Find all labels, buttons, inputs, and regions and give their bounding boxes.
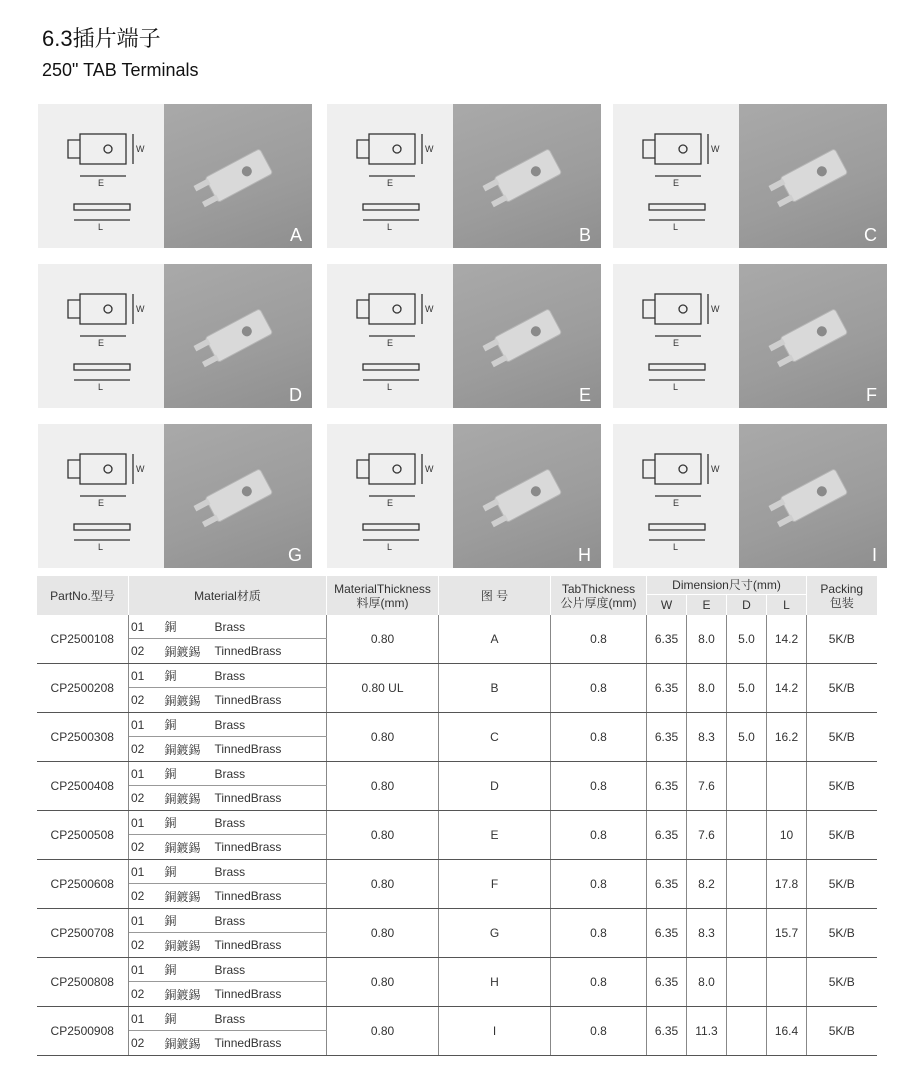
- figure-ref: A: [439, 615, 551, 664]
- material-thickness: 0.80 UL: [327, 664, 439, 713]
- material-thickness: 0.80: [327, 615, 439, 664]
- material-en: Brass: [207, 713, 327, 737]
- figure-letter: D: [289, 385, 302, 405]
- dim-label-e: E: [673, 498, 680, 508]
- material-code: 01: [129, 909, 157, 933]
- drawing-svg: [327, 424, 453, 568]
- terminal-drawing: [613, 264, 739, 408]
- dim-label-w: W: [425, 464, 434, 474]
- material-code: 01: [129, 958, 157, 982]
- dim-w-value: 6.35: [647, 615, 687, 664]
- header-material: Material材质: [129, 576, 327, 615]
- dim-e-value: 8.0: [687, 615, 727, 664]
- header-tab-cn: 公片厚度(mm): [560, 595, 637, 610]
- dim-label-e: E: [98, 338, 105, 348]
- drawing-svg: [613, 424, 739, 568]
- header-thickness: [327, 576, 439, 615]
- part-number: CP2500208: [37, 664, 129, 713]
- dim-label-w: W: [711, 304, 720, 314]
- dim-label-e: E: [673, 338, 680, 348]
- terminal-card: [327, 424, 601, 568]
- header-tab-thickness: [551, 576, 647, 615]
- dim-label-l: L: [673, 222, 679, 232]
- material-code: 01: [129, 860, 157, 884]
- part-number: CP2500308: [37, 713, 129, 762]
- material-cn: 銅: [157, 811, 207, 835]
- table-row: [37, 909, 877, 933]
- drawing-svg: [38, 104, 164, 248]
- dim-l-value: 16.4: [767, 1007, 807, 1056]
- drawing-svg: [38, 264, 164, 408]
- dim-e-value: 7.6: [687, 762, 727, 811]
- dim-w-value: 6.35: [647, 860, 687, 909]
- header-dim-d: D: [727, 595, 767, 616]
- material-cn: 銅: [157, 1007, 207, 1031]
- material-thickness: 0.80: [327, 762, 439, 811]
- table-row: [37, 615, 877, 639]
- terminal-photo: [453, 424, 601, 568]
- figure-letter: H: [578, 545, 591, 565]
- packing-value: 5K/B: [807, 713, 877, 762]
- dim-label-e: E: [387, 498, 394, 508]
- material-cn: 銅鍍錫: [157, 688, 207, 713]
- table-row: [37, 958, 877, 982]
- terminal-card: [327, 104, 601, 248]
- part-number: CP2500908: [37, 1007, 129, 1056]
- terminal-drawing: [327, 264, 453, 408]
- tab-thickness: 0.8: [551, 762, 647, 811]
- figure-letter: G: [287, 545, 302, 565]
- dim-w-value: 6.35: [647, 664, 687, 713]
- dim-d-value: 5.0: [727, 615, 767, 664]
- dim-label-w: W: [136, 144, 145, 154]
- part-number: CP2500808: [37, 958, 129, 1007]
- terminal-card: [38, 424, 312, 568]
- figure-ref: D: [439, 762, 551, 811]
- material-thickness: 0.80: [327, 909, 439, 958]
- terminal-photo: [739, 424, 887, 568]
- terminal-card: [38, 104, 312, 248]
- dim-label-l: L: [673, 542, 679, 552]
- terminal-shape: [739, 424, 887, 568]
- dim-d-value: [727, 1007, 767, 1056]
- header-part-no: PartNo.型号: [37, 576, 129, 615]
- dim-d-value: [727, 958, 767, 1007]
- material-code: 01: [129, 762, 157, 786]
- dim-l-value: 16.2: [767, 713, 807, 762]
- packing-value: 5K/B: [807, 909, 877, 958]
- dim-d-value: 5.0: [727, 664, 767, 713]
- terminal-photo: [739, 264, 887, 408]
- dim-e-value: 8.0: [687, 958, 727, 1007]
- table-row: [37, 811, 877, 835]
- packing-value: 5K/B: [807, 615, 877, 664]
- terminal-drawing: [38, 424, 164, 568]
- terminal-drawing: [613, 424, 739, 568]
- terminal-photo: [164, 424, 312, 568]
- tab-thickness: 0.8: [551, 860, 647, 909]
- header-dim-l: L: [767, 595, 807, 616]
- material-cn: 銅鍍錫: [157, 737, 207, 762]
- material-cn: 銅鍍錫: [157, 982, 207, 1007]
- dim-label-e: E: [98, 178, 105, 188]
- dim-l-value: 14.2: [767, 664, 807, 713]
- dim-label-e: E: [387, 338, 394, 348]
- header-dim-w: W: [647, 595, 687, 616]
- part-number: CP2500608: [37, 860, 129, 909]
- packing-value: 5K/B: [807, 664, 877, 713]
- figure-ref: C: [439, 713, 551, 762]
- dim-d-value: [727, 909, 767, 958]
- terminal-photo: [164, 264, 312, 408]
- material-cn: 銅: [157, 762, 207, 786]
- part-number: CP2500108: [37, 615, 129, 664]
- figure-ref: F: [439, 860, 551, 909]
- material-code: 01: [129, 713, 157, 737]
- part-number: CP2500408: [37, 762, 129, 811]
- material-cn: 銅: [157, 615, 207, 639]
- tab-thickness: 0.8: [551, 958, 647, 1007]
- dim-label-l: L: [387, 222, 393, 232]
- material-en: TinnedBrass: [207, 1031, 327, 1056]
- figure-ref: H: [439, 958, 551, 1007]
- drawing-svg: [327, 264, 453, 408]
- figure-letter: C: [864, 225, 877, 245]
- dim-l-value: [767, 958, 807, 1007]
- terminal-drawing: [38, 264, 164, 408]
- material-en: TinnedBrass: [207, 933, 327, 958]
- material-cn: 銅: [157, 713, 207, 737]
- dim-label-w: W: [711, 144, 720, 154]
- terminal-card: [613, 264, 887, 408]
- terminal-drawing: [613, 104, 739, 248]
- header-thickness-cn: 料厚(mm): [356, 595, 409, 610]
- dim-d-value: [727, 762, 767, 811]
- terminal-photo: [739, 104, 887, 248]
- material-cn: 銅: [157, 958, 207, 982]
- drawing-svg: [613, 104, 739, 248]
- material-code: 02: [129, 1031, 157, 1056]
- packing-value: 5K/B: [807, 860, 877, 909]
- terminal-drawing: [327, 424, 453, 568]
- header-dim-e: E: [687, 595, 727, 616]
- header-thickness-en: MaterialThickness: [334, 581, 431, 596]
- dim-label-w: W: [711, 464, 720, 474]
- dim-label-e: E: [98, 498, 105, 508]
- terminal-photo: [453, 104, 601, 248]
- figure-letter: A: [289, 225, 302, 245]
- dim-l-value: [767, 762, 807, 811]
- dim-label-e: E: [673, 178, 680, 188]
- terminal-card: [327, 264, 601, 408]
- material-cn: 銅鍍錫: [157, 835, 207, 860]
- dim-label-w: W: [136, 304, 145, 314]
- dim-label-w: W: [425, 304, 434, 314]
- dim-label-l: L: [98, 222, 104, 232]
- header-tab-en: TabThickness: [561, 581, 636, 596]
- drawing-svg: [613, 264, 739, 408]
- terminal-card: [613, 104, 887, 248]
- dim-e-value: 8.0: [687, 664, 727, 713]
- material-en: Brass: [207, 811, 327, 835]
- material-cn: 銅: [157, 860, 207, 884]
- material-en: TinnedBrass: [207, 786, 327, 811]
- material-cn: 銅鍍錫: [157, 933, 207, 958]
- material-thickness: 0.80: [327, 958, 439, 1007]
- table-row: [37, 664, 877, 688]
- tab-thickness: 0.8: [551, 909, 647, 958]
- material-code: 02: [129, 884, 157, 909]
- material-code: 02: [129, 786, 157, 811]
- dim-l-value: 14.2: [767, 615, 807, 664]
- material-en: Brass: [207, 860, 327, 884]
- material-thickness: 0.80: [327, 713, 439, 762]
- terminal-photo: [164, 104, 312, 248]
- figure-letter: I: [871, 545, 877, 565]
- packing-value: 5K/B: [807, 958, 877, 1007]
- dim-e-value: 8.3: [687, 713, 727, 762]
- dim-label-w: W: [425, 144, 434, 154]
- tab-thickness: 0.8: [551, 664, 647, 713]
- header-packing: [807, 576, 877, 615]
- table-row: [37, 713, 877, 737]
- material-code: 02: [129, 688, 157, 713]
- figure-ref: G: [439, 909, 551, 958]
- material-code: 02: [129, 835, 157, 860]
- material-code: 02: [129, 737, 157, 762]
- material-en: TinnedBrass: [207, 835, 327, 860]
- figure-ref: I: [439, 1007, 551, 1056]
- drawing-svg: [327, 104, 453, 248]
- material-cn: 銅鍍錫: [157, 884, 207, 909]
- material-en: Brass: [207, 615, 327, 639]
- tab-thickness: 0.8: [551, 615, 647, 664]
- terminal-drawing: [327, 104, 453, 248]
- material-code: 01: [129, 615, 157, 639]
- dim-label-e: E: [387, 178, 394, 188]
- material-cn: 銅: [157, 664, 207, 688]
- packing-value: 5K/B: [807, 811, 877, 860]
- dim-e-value: 11.3: [687, 1007, 727, 1056]
- material-en: TinnedBrass: [207, 688, 327, 713]
- dim-w-value: 6.35: [647, 909, 687, 958]
- material-en: Brass: [207, 664, 327, 688]
- dim-d-value: [727, 811, 767, 860]
- spec-table: [36, 576, 877, 1056]
- dim-w-value: 6.35: [647, 811, 687, 860]
- part-number: CP2500708: [37, 909, 129, 958]
- material-en: Brass: [207, 958, 327, 982]
- terminal-card: [613, 424, 887, 568]
- material-thickness: 0.80: [327, 811, 439, 860]
- drawing-svg: [38, 424, 164, 568]
- material-en: TinnedBrass: [207, 639, 327, 664]
- page-title-cn: 6.3插片端子: [42, 26, 161, 51]
- terminal-drawing: [38, 104, 164, 248]
- part-number: CP2500508: [37, 811, 129, 860]
- packing-value: 5K/B: [807, 762, 877, 811]
- dim-w-value: 6.35: [647, 762, 687, 811]
- tab-thickness: 0.8: [551, 811, 647, 860]
- tab-thickness: 0.8: [551, 1007, 647, 1056]
- dim-w-value: 6.35: [647, 1007, 687, 1056]
- table-row: [37, 860, 877, 884]
- material-thickness: 0.80: [327, 1007, 439, 1056]
- packing-value: 5K/B: [807, 1007, 877, 1056]
- dim-label-l: L: [673, 382, 679, 392]
- terminal-shape: [739, 264, 887, 408]
- dim-label-l: L: [387, 542, 393, 552]
- figure-letter: E: [578, 385, 591, 405]
- dim-l-value: 17.8: [767, 860, 807, 909]
- dim-l-value: 10: [767, 811, 807, 860]
- dim-label-l: L: [98, 382, 104, 392]
- material-cn: 銅: [157, 909, 207, 933]
- header-packing-cn: 包装: [829, 595, 854, 610]
- terminal-card: [38, 264, 312, 408]
- dim-w-value: 6.35: [647, 958, 687, 1007]
- material-en: Brass: [207, 762, 327, 786]
- material-code: 02: [129, 933, 157, 958]
- dim-d-value: [727, 860, 767, 909]
- dim-w-value: 6.35: [647, 713, 687, 762]
- material-en: Brass: [207, 1007, 327, 1031]
- terminal-photo: [453, 264, 601, 408]
- dim-label-l: L: [387, 382, 393, 392]
- dim-e-value: 8.2: [687, 860, 727, 909]
- table-row: [37, 762, 877, 786]
- material-en: TinnedBrass: [207, 884, 327, 909]
- material-code: 02: [129, 639, 157, 664]
- tab-thickness: 0.8: [551, 713, 647, 762]
- dim-d-value: 5.0: [727, 713, 767, 762]
- table-row: [37, 1007, 877, 1031]
- material-thickness: 0.80: [327, 860, 439, 909]
- figure-letter: B: [578, 225, 591, 245]
- header-dimension: Dimension尺寸(mm): [647, 576, 807, 595]
- figure-ref: B: [439, 664, 551, 713]
- material-code: 02: [129, 982, 157, 1007]
- material-en: TinnedBrass: [207, 982, 327, 1007]
- material-cn: 銅鍍錫: [157, 1031, 207, 1056]
- dim-l-value: 15.7: [767, 909, 807, 958]
- material-cn: 銅鍍錫: [157, 786, 207, 811]
- dim-label-w: W: [136, 464, 145, 474]
- figure-letter: F: [866, 385, 877, 405]
- material-code: 01: [129, 1007, 157, 1031]
- material-en: TinnedBrass: [207, 737, 327, 762]
- figure-ref: E: [439, 811, 551, 860]
- dim-label-l: L: [98, 542, 104, 552]
- dim-e-value: 7.6: [687, 811, 727, 860]
- header-packing-en: Packing: [820, 581, 864, 596]
- material-code: 01: [129, 664, 157, 688]
- page-title-en: 250" TAB Terminals: [42, 60, 199, 80]
- header-figure: 图 号: [439, 576, 551, 615]
- material-code: 01: [129, 811, 157, 835]
- material-cn: 銅鍍錫: [157, 639, 207, 664]
- material-en: Brass: [207, 909, 327, 933]
- dim-e-value: 8.3: [687, 909, 727, 958]
